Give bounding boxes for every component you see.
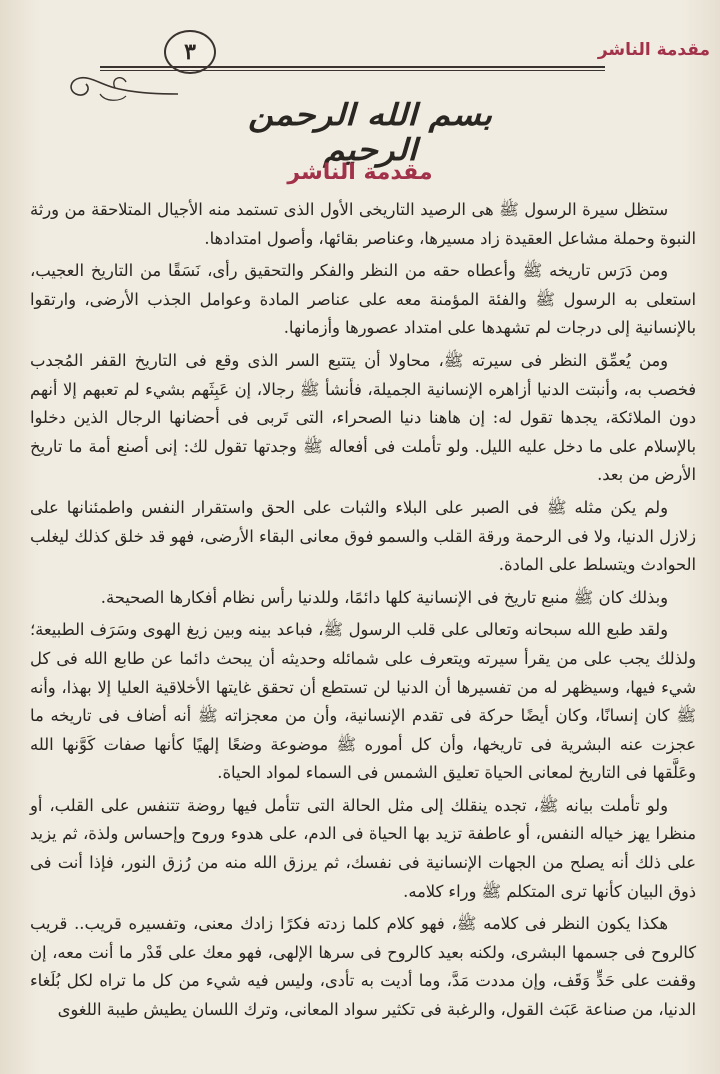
paragraph: هكذا يكون النظر فى كلامه ﷺ، فهو كلام كلما زدته فكرًا زادك معنى، وتفسيره قريب.. قريب كالروح فى جسمها البشرى، ولكنه بعيد كالروح فى سرها الإلهى، فهو معك على قَدْر ما أنت معه، إن وقفت على حَدٍّ وَقَف، وإن مددت مَدَّ، وما أديت به تأدى، وليس فيه شيء من كل ما تراه لكل بُلَغاء الدنيا، من صناعة عَبَث القول، والرغبة فى تكثير سواد المعانى، وترك اللسان يطيش طيبة اللغوى <box>30 914 696 1020</box>
paragraph: ستظل سيرة الرسول ﷺ هى الرصيد التاريخى الأول الذى تستمد منه الأجيال المتلاحقة من ورثة النبوة وحملة مشاعل العقيدة زاد مسيرها، وعناصر بقائها، وأصول امتدادها. <box>30 200 696 248</box>
header-rule <box>100 66 605 68</box>
page-header <box>0 28 720 88</box>
basmala-calligraphy: بسم الله الرحمن الرحيم <box>247 98 493 168</box>
section-title: مقدمة الناشر <box>287 160 433 185</box>
page-number: ٣ <box>164 30 216 74</box>
paragraph: ومن دَرَس تاريخه ﷺ وأعطاه حقه من النظر والفكر والتحقيق رأى، نَسَقًا من التاريخ العجيب، استعلى به الرسول ﷺ والفئة المؤمنة معه على عناصر المادة وعوامل الجذب الأرضى، وارتقوا بالإنسانية إلى درجات لم تشهدها على امتداد عصورها وأزمانها. <box>30 261 696 338</box>
header-ornament-icon <box>60 68 180 108</box>
paragraph: ولم يكن مثله ﷺ فى الصبر على البلاء والثبات على الحق واستقرار النفس واطمئنانها على زلازل الدنيا، ولا فى الرحمة ورقة القلب والسمو فوق معانى البقاء الأرضى، فهو قد خلق كذلك ليغلب الحوادث ويتسلط على المادة. <box>30 497 696 575</box>
paragraph: ولو تأملت بيانه ﷺ، تجده ينقلك إلى مثل الحالة التى تتأمل فيها روضة تتنفس على القلب، أو منظرا يهز خياله النفس، أو عاطفة تزيد بها الحياة فى الدم، على هدوء وروح وإحساس ولذة، ثم يزيد على ذلك أنه يصلح من الجهات الإنسانية فى نفسك، ثم يرزق الله منه من رُزق النور، فإذا أنت فى ذوق البيان كأنها ترى المتكلم ﷺ وراء كلامه. <box>30 795 696 901</box>
body-text <box>30 196 696 1029</box>
running-header-title: مقدمة الناشر <box>597 40 710 60</box>
header-rule-thin <box>100 70 605 71</box>
paragraph: ومن يُعمِّق النظر فى سيرته ﷺ، محاولا أن يتتبع السر الذى وقع فى التاريخ القفر المُجدب فخصب به، وأنبتت الدنيا أزاهره الإنسانية الجميلة، فأنشأ ﷺ رجالا، إن عَبِثَهم بشيء لم تعبهم إلا أنهم دون الملائكة، يجدها تقول له: إن هاهنا دنيا الصحراء، التى تَربى فى أحضانها الرجال الذين دخلوا بالإسلام على ما دخل عليه الليل. ولو تأملت فى أفعاله ﷺ وجدتها تقول لك: إنى أصنع أمة ما تاريخ الأرض من بعد. <box>30 350 696 485</box>
paragraph: ولقد طبع الله سبحانه وتعالى على قلب الرسول ﷺ، فباعد بينه وبين زيغ الهوى وسَرَف الطبيعة؛ ولذلك يجب على من يقرأ سيرته ويتعرف على شمائله وحديثه أن يبحث دائما عن طابع الله فى كل شيء فيها، وسيظهر له من تفسيرها أن الدنيا لن تستطع أن تحقق غايتها الأخلاقية العليا إلا بهذا، وأنه ﷺ كان إنسانًا، وكان أيضًا حركة فى تقدم الإنسانية، وأن من معجزاته ﷺ أنه أضاف فى تاريخه ما عجزت عنه البشرية فى تاريخها، وأن كل أموره ﷺ موضوعة وضعًا إلهيًا كأنها صفات كَوَّنها الله وعَلَّقها فى التاريخ لمعانى الحياة تعليق الشمس فى السماء لمواد الحياة. <box>30 620 696 783</box>
paragraph: وبذلك كان ﷺ منبع تاريخ فى الإنسانية كلها دائمًا، وللدنيا رأس نظام أفكارها الصحيحة. <box>100 587 668 607</box>
